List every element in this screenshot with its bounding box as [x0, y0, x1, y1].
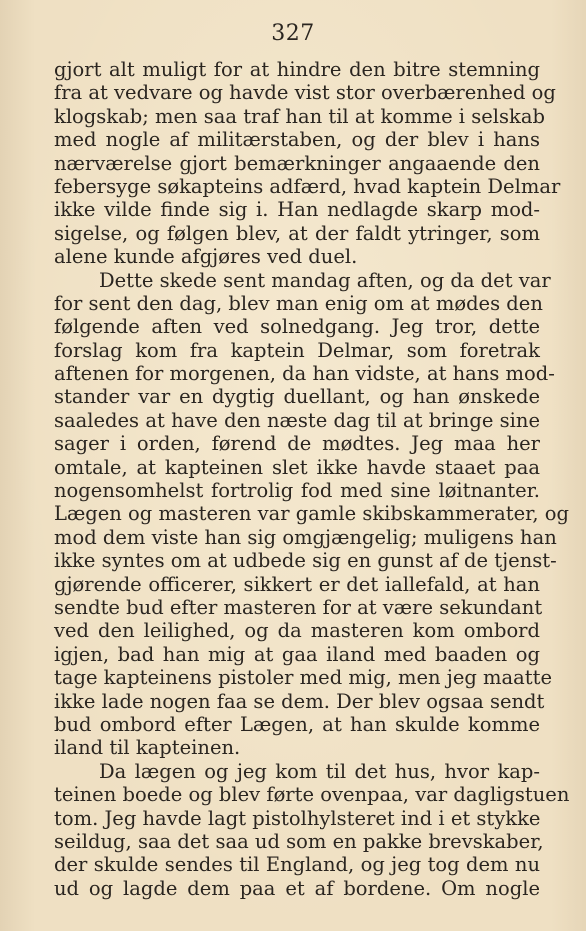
- text-line: for sent den dag, blev man enig om at mødes den: [54, 291, 543, 315]
- text-line: nærværelse gjort bemærkninger angaaende den: [54, 151, 540, 175]
- text-line: igjen, bad han mig at gaa iland med baaden og: [54, 642, 540, 666]
- text-line: aftenen for morgenen, da han vidste, at hans mod-: [54, 362, 555, 386]
- text-line: stander var en dygtig duellant, og han ønskede: [54, 385, 540, 409]
- text-line: fra at vedvare og havde vist stor overbærenhed og: [54, 81, 556, 105]
- text-line: ved den leilighed, og da masteren kom ombord: [54, 619, 540, 643]
- text-line: klogskab; men saa traf han til at komme i selskab: [54, 104, 545, 128]
- text-line: ud og lagde dem paa et af bordene. Om nogle: [54, 876, 540, 900]
- text-line: febersyge søkapteins adfærd, hvad kaptein Delmar: [54, 174, 561, 198]
- text-line: med nogle af militærstaben, og der blev i hans: [54, 128, 540, 152]
- text-line: omtale, at kapteinen slet ikke havde staaet paa: [54, 455, 540, 479]
- text-line: følgende aften ved solnedgang. Jeg tror, dette: [54, 315, 540, 339]
- text-line: alene kunde afgjøres ved duel.: [54, 245, 358, 269]
- text-line: ikke syntes om at udbede sig en gunst af de tjenst-: [54, 549, 557, 573]
- body-text: [54, 58, 570, 900]
- text-line: Dette skede sent mandag aften, og da det var: [99, 268, 551, 292]
- text-line: der skulde sendes til England, og jeg tog dem nu: [54, 853, 540, 877]
- text-line: Lægen og masteren var gamle skibskammerater, og: [54, 502, 569, 526]
- text-line: teinen boede og blev førte ovenpaa, var dagligstuen: [54, 783, 570, 807]
- text-line: sigelse, og følgen blev, at der faldt ytringer, som: [54, 221, 540, 245]
- text-line: sager i orden, førend de mødtes. Jeg maa her: [54, 432, 540, 456]
- text-line: bud ombord efter Lægen, at han skulde komme: [54, 712, 540, 736]
- page-number: 327: [271, 21, 315, 46]
- text-line: seildug, saa det saa ud som en pakke brevskaber,: [54, 829, 544, 853]
- text-line: iland til kapteinen.: [54, 736, 241, 760]
- text-line: ikke lade nogen faa se dem. Der blev ogsaa sendt: [54, 689, 545, 713]
- text-line: gjørende officerer, sikkert er det iallefald, at han: [54, 572, 540, 596]
- text-line: saaledes at have den næste dag til at bringe sine: [54, 408, 540, 432]
- text-line: sendte bud efter masteren for at være sekundant: [54, 595, 543, 619]
- text-line: forslag kom fra kaptein Delmar, som foretrak: [54, 338, 540, 362]
- text-line: gjort alt muligt for at hindre den bitre stemning: [54, 58, 540, 81]
- text-line: tom. Jeg havde lagt pistolhylsteret ind i et stykke: [54, 806, 541, 830]
- text-line: Da lægen og jeg kom til det hus, hvor kap-: [99, 759, 540, 783]
- text-line: tage kapteinens pistoler med mig, men jeg maatte: [54, 666, 553, 690]
- text-line: mod dem viste han sig omgjængelig; muligens han: [54, 525, 557, 549]
- text-line: nogensomhelst fortrolig fod med sine løitnanter.: [54, 479, 540, 503]
- text-line: ikke vilde finde sig i. Han nedlagde skarp mod-: [54, 198, 540, 222]
